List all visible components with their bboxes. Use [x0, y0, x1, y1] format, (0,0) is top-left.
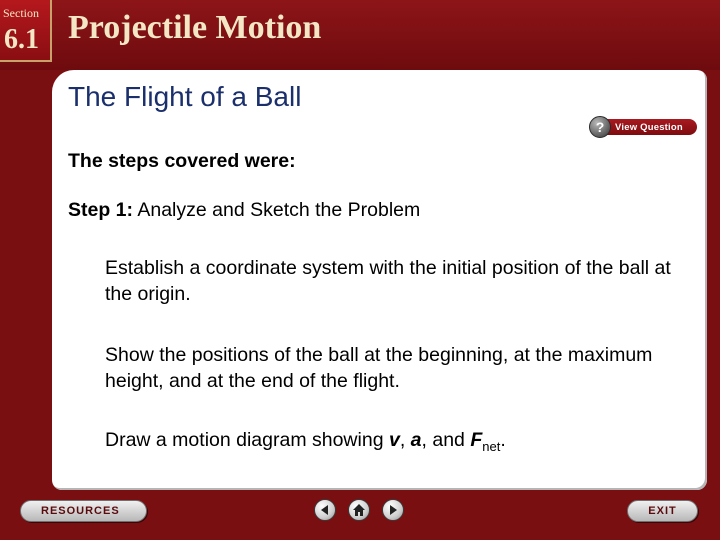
slide-title: The Flight of a Ball [68, 81, 302, 112]
next-slide-button[interactable] [382, 499, 404, 521]
step-heading [68, 199, 420, 222]
content-panel [52, 70, 707, 490]
section-word: Section [3, 6, 39, 20]
previous-slide-button[interactable] [314, 499, 336, 521]
resources-button[interactable]: RESOURCES [20, 500, 147, 522]
exit-button[interactable]: EXIT [627, 500, 698, 522]
motion-sep-2: , and [421, 429, 471, 451]
acceleration-symbol: a [410, 429, 422, 451]
footer-bar [0, 490, 720, 540]
arrow-right-icon [387, 504, 399, 516]
motion-suffix: . [500, 429, 506, 451]
instruction-coordinate-system: Establish a coordinate system with the initial position of the ball at the origin. [105, 257, 671, 305]
view-question-label: View Question [605, 119, 697, 135]
header-band [0, 0, 720, 70]
force-subscript: net [482, 439, 501, 454]
velocity-symbol: v [388, 429, 400, 451]
home-button[interactable] [348, 499, 370, 521]
motion-sep-1: , [399, 429, 411, 451]
arrow-left-icon [319, 504, 331, 516]
force-symbol: F [470, 429, 483, 451]
section-number: 6.1 [4, 24, 39, 55]
chapter-title: Projectile Motion [68, 9, 322, 46]
section-badge [0, 0, 52, 62]
steps-intro: The steps covered were: [68, 150, 296, 172]
step-text: Analyze and Sketch the Problem [133, 199, 421, 221]
instruction-positions: Show the positions of the ball at the beginning, at the maximum height, and at the end of the flight. [105, 344, 653, 392]
question-mark-icon: ? [589, 116, 611, 138]
view-question-button[interactable] [589, 116, 697, 138]
instruction-motion-diagram [105, 427, 685, 460]
home-icon [352, 503, 366, 517]
motion-prefix: Draw a motion diagram showing [105, 429, 389, 451]
step-label: Step 1: [68, 199, 134, 221]
